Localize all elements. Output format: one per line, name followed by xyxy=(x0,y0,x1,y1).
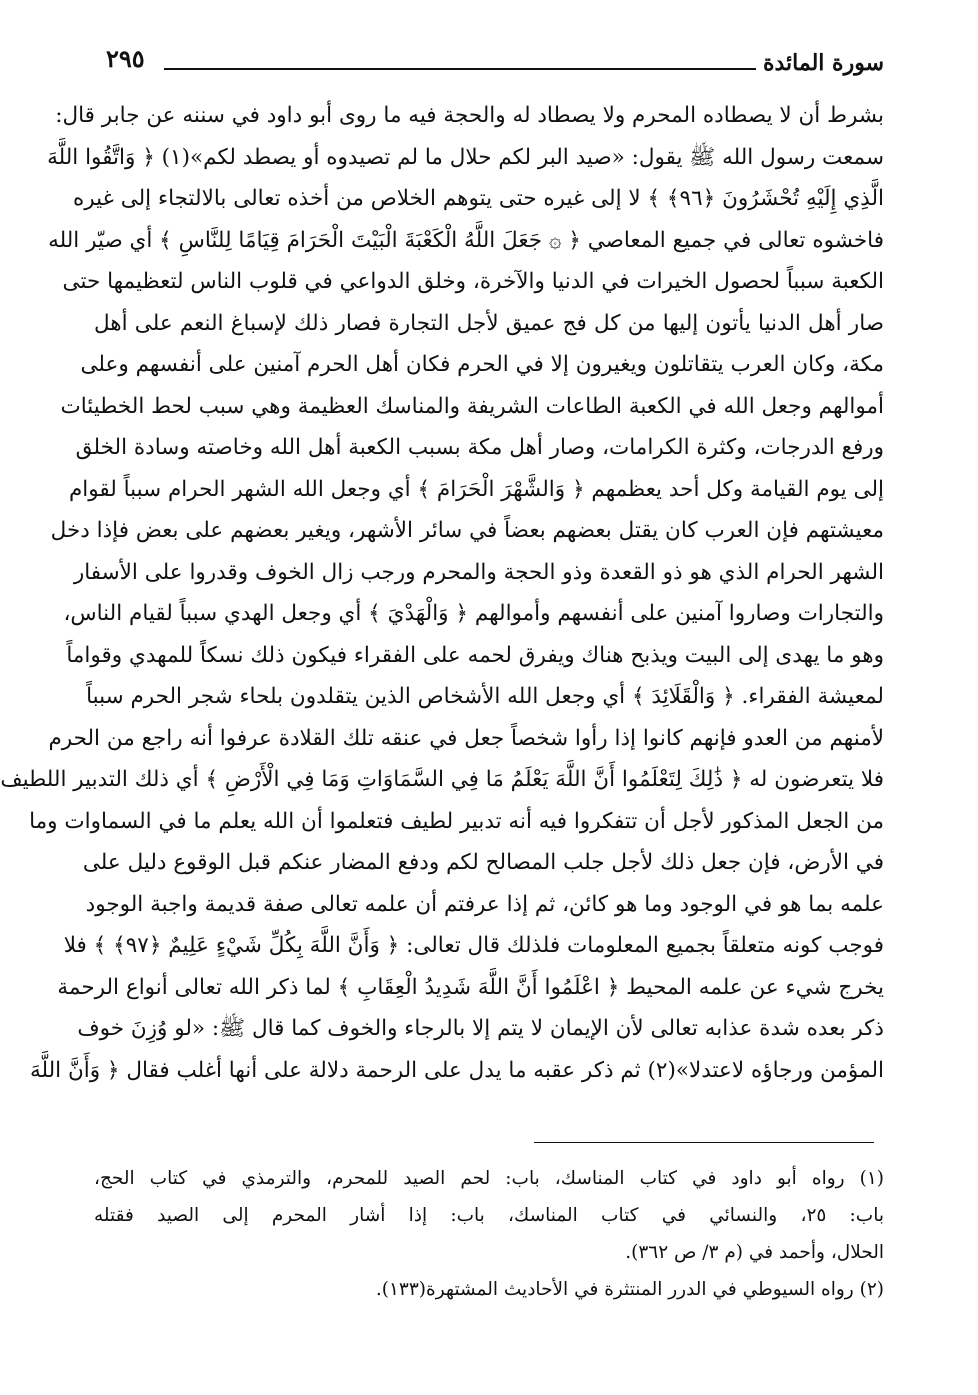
text-line: إلى يوم القيامة وكل أحد يعظمهم ﴿ وَالشَّهْرَ الْحَرَامَ ﴾ أي وجعل الله الشهر الحرام سبباً لقوام xyxy=(68,476,884,502)
text-line: في الأرض، فإن جعل ذلك لأجل جلب المصالح لكم ودفع المضار عنكم قبل الوقوع دليل على xyxy=(82,850,884,875)
footnote-line: الحلال، وأحمد في (م ٣/ ص ٣٦٢). xyxy=(625,1242,884,1263)
surah-title: سورة المائدة xyxy=(762,50,884,76)
text-line: المؤمن ورجاؤه لاعتدلا»(٢) ثم ذكر عقبه ما يدل على الرحمة دلالة على أنها أغلب فقال ﴿ وَأَنَّ اللَّهَ xyxy=(29,1057,884,1083)
text-line: فلا يتعرضون له ﴿ ذَٰلِكَ لِتَعْلَمُوا أَنَّ اللَّهَ يَعْلَمُ مَا فِي السَّمَاوَاتِ وَمَا فِي الْأَرْضِ ﴾ أي ذلك التدبير اللطيف xyxy=(0,767,884,792)
text-line: أموالهم وجعل الله في الكعبة الطاعات الشريفة والمناسك العظيمة وهي سبب لحط الخطيئات xyxy=(60,393,884,419)
text-line: يخرج شيء عن علمه المحيط ﴿ اعْلَمُوا أَنَّ اللَّهَ شَدِيدُ الْعِقَابِ ﴾ لما ذكر الله تعالى أنواع الرحمة xyxy=(57,974,884,1000)
text-line: فاخشوه تعالى في جميع المعاصي ﴿ ۞ جَعَلَ اللَّهُ الْكَعْبَةَ الْبَيْتَ الْحَرَامَ قِيَامًا لِلنَّاسِ ﴾ أي صيّر الله xyxy=(48,227,884,253)
text-line: من الجعل المذكور لأجل أن تتفكروا فيه أنه تدبير لطيف فتعلموا أن الله يعلم ما في السماوات وما xyxy=(29,808,884,834)
footnote-line: (١) رواه أبو داود في كتاب المناسك، باب: لحم الصيد للمحرم، والترمذي في كتاب الحج، xyxy=(94,1168,884,1189)
text-line: وهو ما يهدى إلى البيت ويذبح هناك ويفرق لحمه على الفقراء فيكون ذلك نسكاً للمهدي وقواماً xyxy=(66,642,884,668)
text-line: الَّذِي إِلَيْهِ تُحْشَرُونَ ﴿٩٦﴾ ﴾ لا إلى غيره حتى يتوهم الخلاص من أخذه تعالى بالالتجاء إلى غيره xyxy=(73,186,884,211)
text-line: مكة، وكان العرب يتقاتلون ويغيرون إلا في الحرم فكان أهل الحرم آمنين على أنفسهم وعلى xyxy=(80,352,884,377)
text-line: ورفع الدرجات، وكثرة الكرامات، وصار أهل مكة بسبب الكعبة أهل الله وخاصته وسادة الخلق xyxy=(75,435,884,460)
text-line: الشهر الحرام الذي هو ذو القعدة وذو الحجة والمحرم ورجب زال الخوف وقدروا على الأسفار xyxy=(73,559,884,585)
footnote-separator xyxy=(534,1142,874,1143)
page-number: ٢٩٥ xyxy=(106,44,145,73)
text-line: لمعيشة الفقراء. ﴿ وَالْقَلَائِدَ ﴾ أي وجعل الله الأشخاص الذين يتقلدون بلحاء شجر الحرم سبباً xyxy=(86,684,884,709)
footnote-line: (٢) رواه السيوطي في الدرر المنتثرة في الأحاديث المشتهرة(١٣٣). xyxy=(375,1279,884,1300)
text-line: صار أهل الدنيا يأتون إليها من كل فج عميق لأجل التجارة فصار ذلك لإسباغ النعم على أهل xyxy=(94,310,884,336)
footnote-line: باب: ٢٥، والنسائي في كتاب المناسك، باب: إذا أشار المحرم إلى الصيد فقتله xyxy=(94,1205,884,1226)
text-line: فوجب كونه متعلقاً بجميع المعلومات فلذلك قال تعالى: ﴿ وَأَنَّ اللَّهَ بِكُلِّ شَيْءٍ عَلِيمٌ ﴿٩٧﴾ ﴾ فلا xyxy=(63,933,884,958)
text-line: سمعت رسول الله ﷺ يقول: «صيد البر لكم حلال ما لم تصيدوه أو يصطد لكم»(١) ﴿ وَاتَّقُوا اللَّهَ xyxy=(47,144,884,170)
text-line: ذكر بعده شدة عذابه تعالى لأن الإيمان لا يتم إلا بالرجاء والخوف كما قال ﷺ: «لو وُزِنَ خوف xyxy=(77,1016,884,1041)
header-rule xyxy=(164,68,756,70)
text-line: والتجارات وصاروا آمنين على أنفسهم وأموالهم ﴿ وَالْهَدْيَ ﴾ أي وجعل الهدي سبباً لقيام الناس، xyxy=(63,601,884,626)
page-header xyxy=(106,36,884,84)
text-line: لأمنهم من العدو فإنهم كانوا إذا رأوا شخصاً جعل في عنقه تلك القلادة عرفوا أنه راجع من الحرم xyxy=(48,725,884,751)
main-text xyxy=(0,95,884,1091)
text-line: علمه بما هو في الوجود وما هو كائن، ثم إذا عرفتم أن علمه تعالى صفة قديمة واجبة الوجود xyxy=(85,891,884,917)
text-line: معيشتهم فإن العرب كان يقتل بعضهم بعضاً في سائر الأشهر، ويغير بعضهم على بعض فإذا دخل xyxy=(50,518,884,543)
text-line: الكعبة سبباً لحصول الخيرات في الدنيا والآخرة، وخلق الدواعي في قلوب الناس لتعظيمها حتى xyxy=(62,269,884,294)
text-line: بشرط أن لا يصطاده المحرم ولا يصطاد له والحجة فيه ما روى أبو داود في سننه عن جابر قال: xyxy=(55,103,884,128)
footnotes xyxy=(94,1160,884,1308)
